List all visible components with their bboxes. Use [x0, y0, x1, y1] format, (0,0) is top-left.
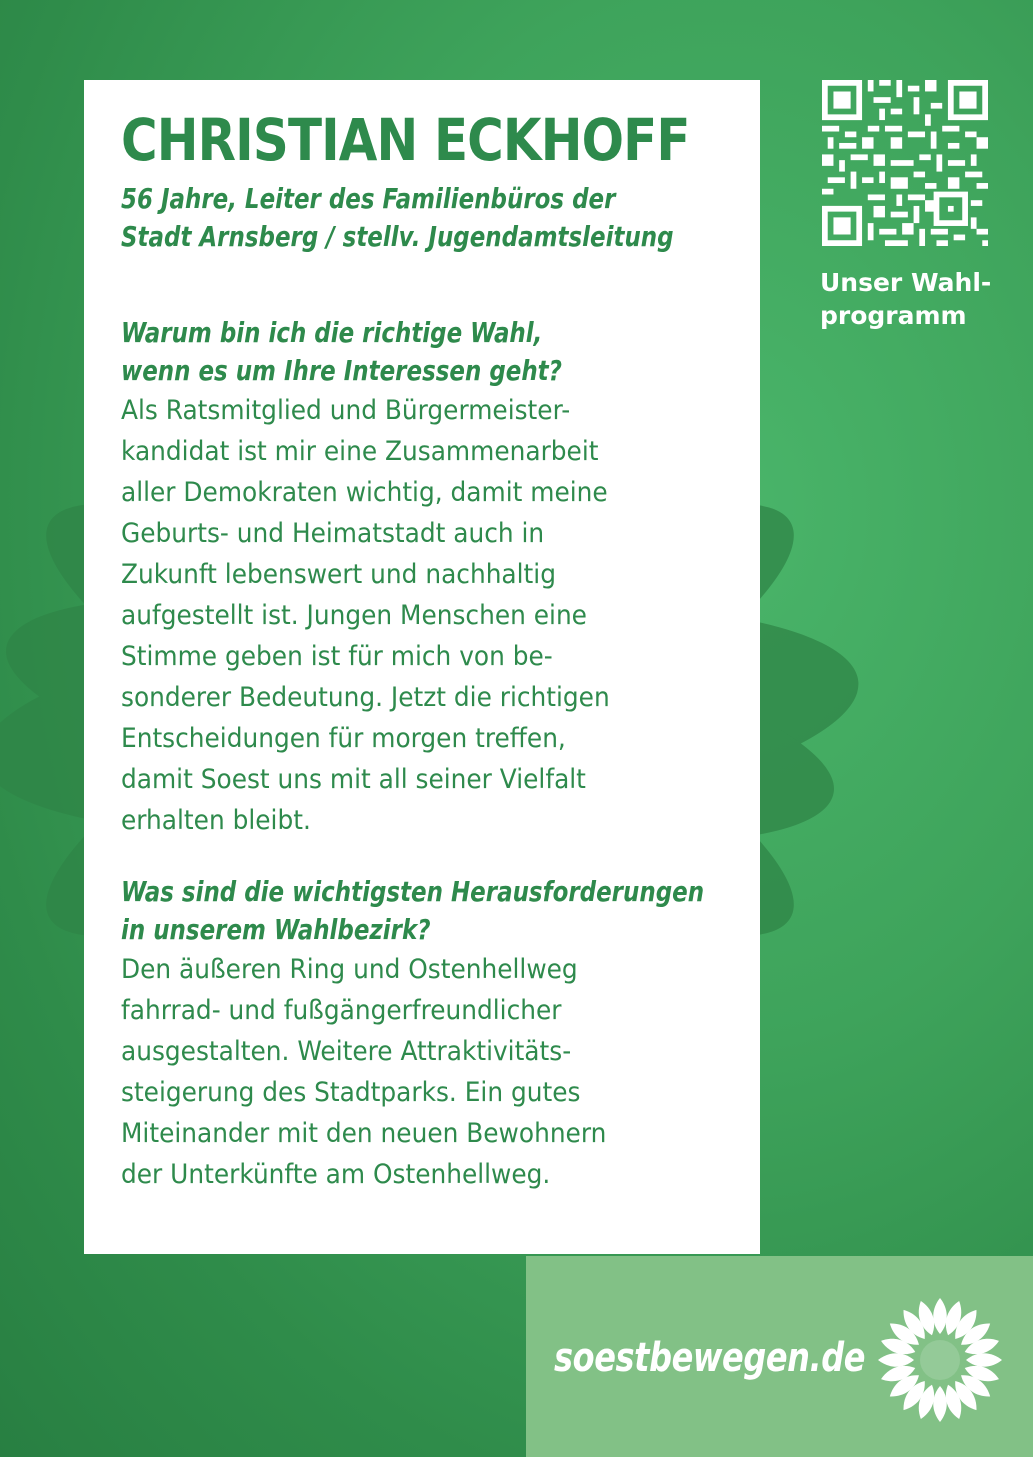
- question-line: wenn es um Ihre Interessen geht?: [121, 354, 562, 387]
- qr-caption-line: programm: [820, 301, 967, 330]
- question-line: Was sind die wichtigsten Herausforderungen: [121, 875, 705, 908]
- sunflower-petal: [933, 1298, 947, 1334]
- sunflower-petal: [933, 1386, 947, 1422]
- qr-caption: [820, 266, 991, 332]
- answer-line: aufgestellt ist. Jungen Menschen eine: [121, 600, 587, 631]
- question-line: in unserem Wahlbezirk?: [121, 913, 431, 946]
- answer-line: Zukunft lebenswert und nachhaltig: [121, 559, 556, 590]
- sunflower-logo-icon: [876, 1296, 1004, 1424]
- answer-line: Stimme geben ist für mich von be-: [121, 641, 553, 672]
- answer-line: sonderer Bedeutung. Jetzt die richtigen: [121, 682, 610, 713]
- sunflower-petal: [966, 1353, 1002, 1367]
- answer-line: Geburts- und Heimatstadt auch in: [121, 518, 545, 549]
- answer-line: steigerung des Stadtparks. Ein gutes: [121, 1077, 581, 1108]
- answer-line: Als Ratsmitglied und Bürgermeister-: [121, 395, 571, 426]
- answer-line: fahrrad- und fußgängerfreundlicher: [121, 995, 562, 1026]
- answer-line: der Unterkünfte am Ostenhellweg.: [121, 1159, 551, 1190]
- qr-code-icon[interactable]: [822, 80, 988, 246]
- sunflower-petal: [878, 1353, 914, 1367]
- answer-line: Den äußeren Ring und Ostenhellweg: [121, 954, 578, 985]
- candidate-card: [84, 80, 760, 1254]
- candidate-subtitle: [121, 180, 674, 256]
- answer-line: Entscheidungen für morgen treffen,: [121, 723, 566, 754]
- question-line: Warum bin ich die richtige Wahl,: [121, 316, 543, 349]
- answer-2: [121, 949, 724, 1195]
- answer-1: [121, 390, 724, 841]
- candidate-name: CHRISTIAN ECKHOFF: [121, 106, 690, 174]
- answer-line: damit Soest uns mit all seiner Vielfalt: [121, 764, 586, 795]
- answer-line: aller Demokraten wichtig, damit meine: [121, 477, 608, 508]
- subtitle-line: Stadt Arnsberg / stellv. Jugendamtsleitung: [121, 220, 674, 253]
- answer-line: Miteinander mit den neuen Bewohnern: [121, 1118, 607, 1149]
- subtitle-line: 56 Jahre, Leiter des Familienbüros der: [121, 182, 616, 215]
- answer-line: kandidat ist mir eine Zusammenarbeit: [121, 436, 599, 467]
- qr-caption-line: Unser Wahl-: [820, 268, 992, 297]
- answer-line: ausgestalten. Weitere Attraktivitäts-: [121, 1036, 572, 1067]
- answer-line: erhalten bleibt.: [121, 805, 311, 836]
- question-1: [121, 314, 615, 390]
- question-2: [121, 873, 705, 949]
- website-link[interactable]: soestbewegen.de: [554, 1335, 866, 1381]
